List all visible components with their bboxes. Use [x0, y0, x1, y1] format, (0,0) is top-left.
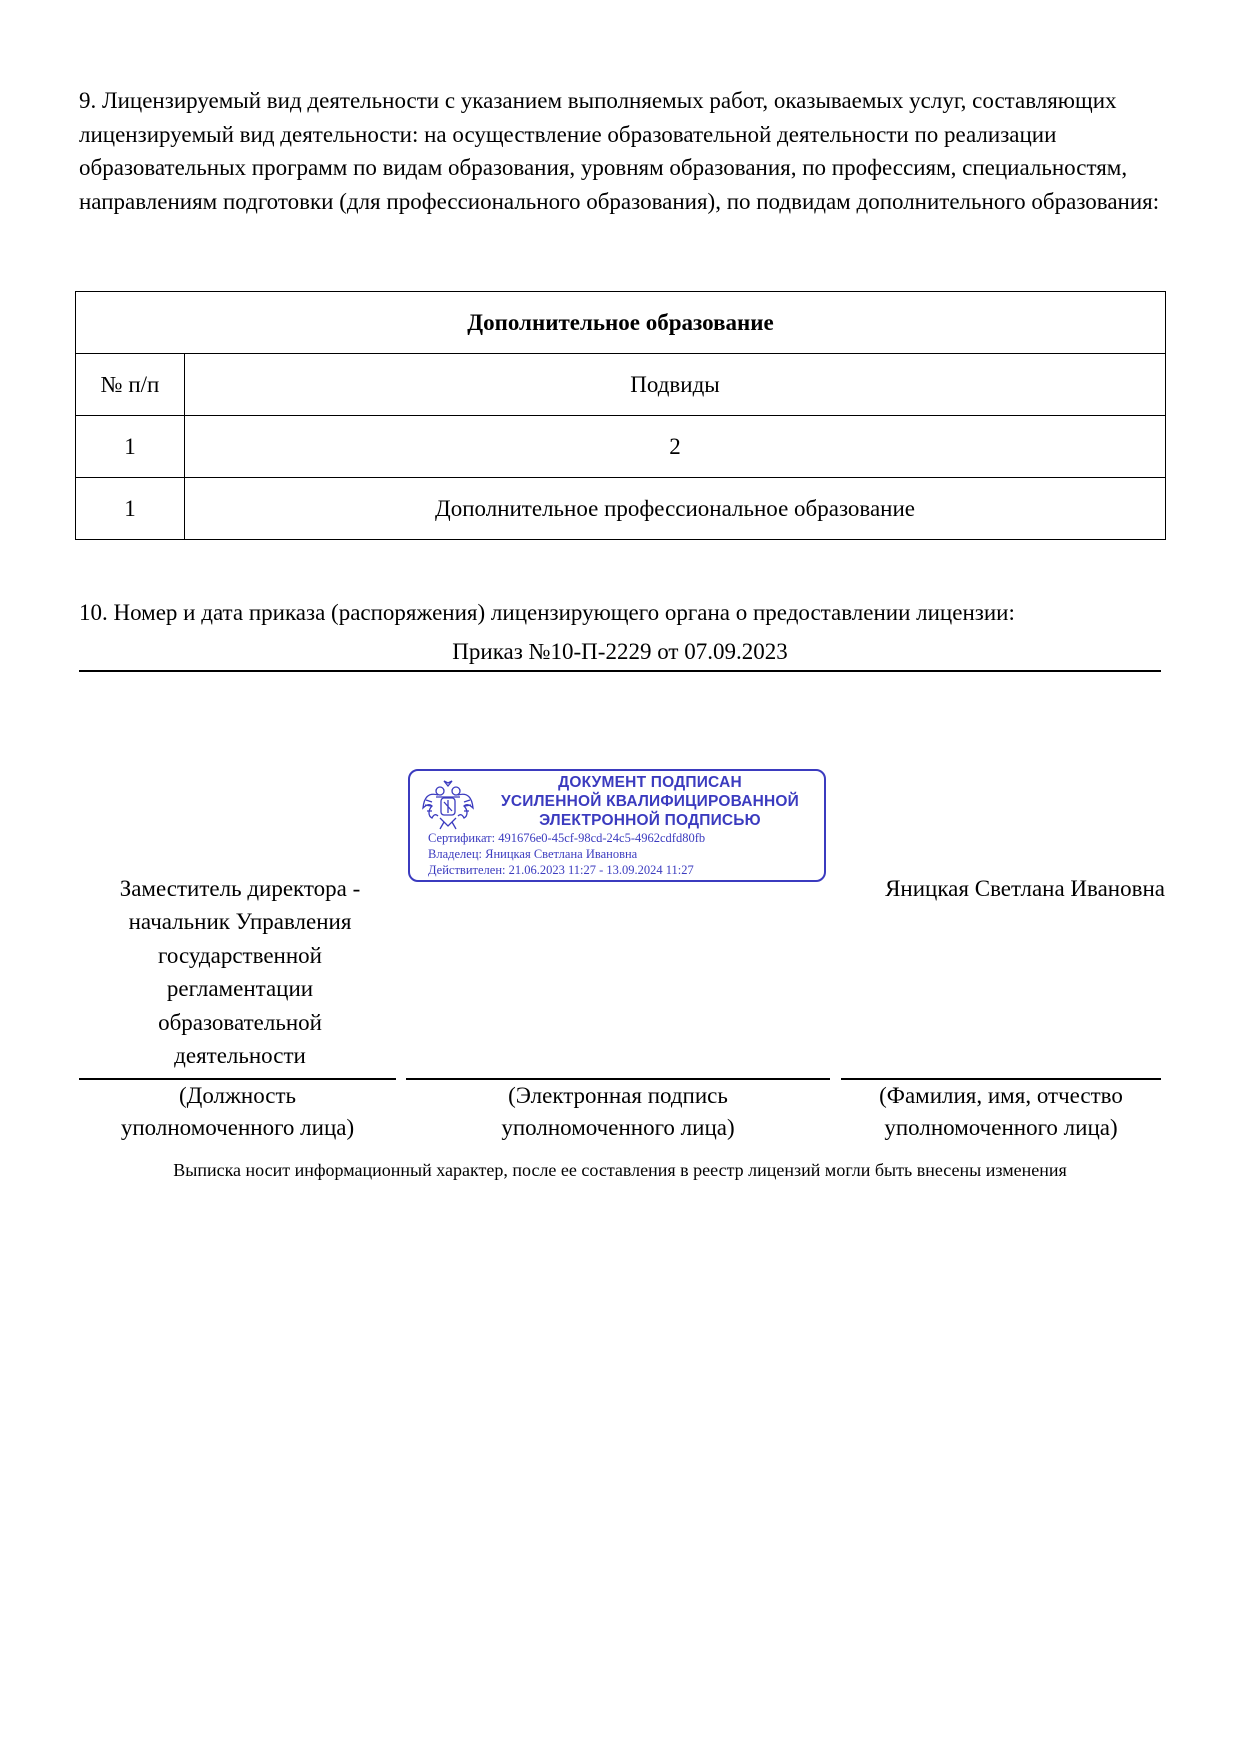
section-9-text: 9. Лицензируемый вид деятельности с указанием выполняемых работ, оказываемых услуг, составляющих лицензируемый вид деятельности: на осуществление образовательной деятельности по реализации образовательных программ по видам образования, уровням образования, по профессиям, специальностям, направлениям подготовки (для профессионального образования), по подвидам дополнительного образования: [79, 88, 1160, 214]
caption-position [79, 1080, 396, 1144]
caption-line: уполномоченного лица) [120, 1115, 355, 1140]
stamp-certificate: Сертификат: 491676e0-45cf-98cd-24c5-4962cdfd80fb [428, 831, 706, 845]
caption-line: уполномоченного лица) [501, 1115, 735, 1140]
section-10-text: 10. Номер и дата приказа (распоряжения) лицензирующего органа о предоставлении лицензии: [79, 600, 1015, 625]
caption-line: (Фамилия, имя, отчество [879, 1083, 1123, 1108]
signer-position-line: начальник Управления [128, 909, 352, 935]
table-title-row [76, 292, 1166, 354]
signer-position [90, 872, 390, 1072]
coat-of-arms-icon [420, 778, 476, 832]
education-subtypes-table [75, 291, 1166, 540]
table-numbering-row [76, 416, 1166, 478]
caption-line: (Электронная подпись [508, 1083, 728, 1108]
order-number: Приказ №10-П-2229 от 07.09.2023 [79, 636, 1161, 672]
electronic-signature-stamp [408, 769, 826, 882]
column-header-subtypes: Подвиды [185, 354, 1166, 416]
signer-position-line: образовательной [158, 1009, 322, 1035]
informational-footnote: Выписка носит информационный характер, после ее составления в реестр лицензий могли быть внесены изменения [173, 1160, 1067, 1180]
signer-position-line: государственной [158, 942, 322, 968]
table-row [76, 478, 1166, 540]
stamp-title-line-1: ДОКУМЕНТ ПОДПИСАН [558, 774, 742, 791]
signer-position-line: Заместитель директора - [119, 876, 361, 901]
caption-line: уполномоченного лица) [884, 1115, 1118, 1140]
row-subtype-cell: Дополнительное профессиональное образование [185, 478, 1166, 540]
caption-line: (Должность [178, 1083, 297, 1108]
row-number-cell: 1 [76, 478, 185, 540]
numbering-cell: 1 [76, 416, 185, 478]
numbering-cell: 2 [185, 416, 1166, 478]
stamp-title-line-3: ЭЛЕКТРОННОЙ ПОДПИСЬЮ [539, 812, 761, 829]
caption-full-name [841, 1080, 1161, 1144]
stamp-title-line-2: УСИЛЕННОЙ КВАЛИФИЦИРОВАННОЙ [501, 793, 799, 810]
stamp-owner: Владелец: Яницкая Светлана Ивановна [428, 847, 638, 861]
signer-name: Яницкая Светлана Ивановна [885, 876, 1165, 901]
column-header-number: № п/п [76, 354, 185, 416]
caption-e-signature [406, 1080, 830, 1144]
signer-position-line: деятельности [174, 1043, 306, 1069]
stamp-validity: Действителен: 21.06.2023 11:27 - 13.09.2024 11:27 [428, 863, 694, 877]
signer-position-line: регламентации [166, 976, 314, 1002]
table-header-row [76, 354, 1166, 416]
table-title: Дополнительное образование [76, 292, 1166, 354]
